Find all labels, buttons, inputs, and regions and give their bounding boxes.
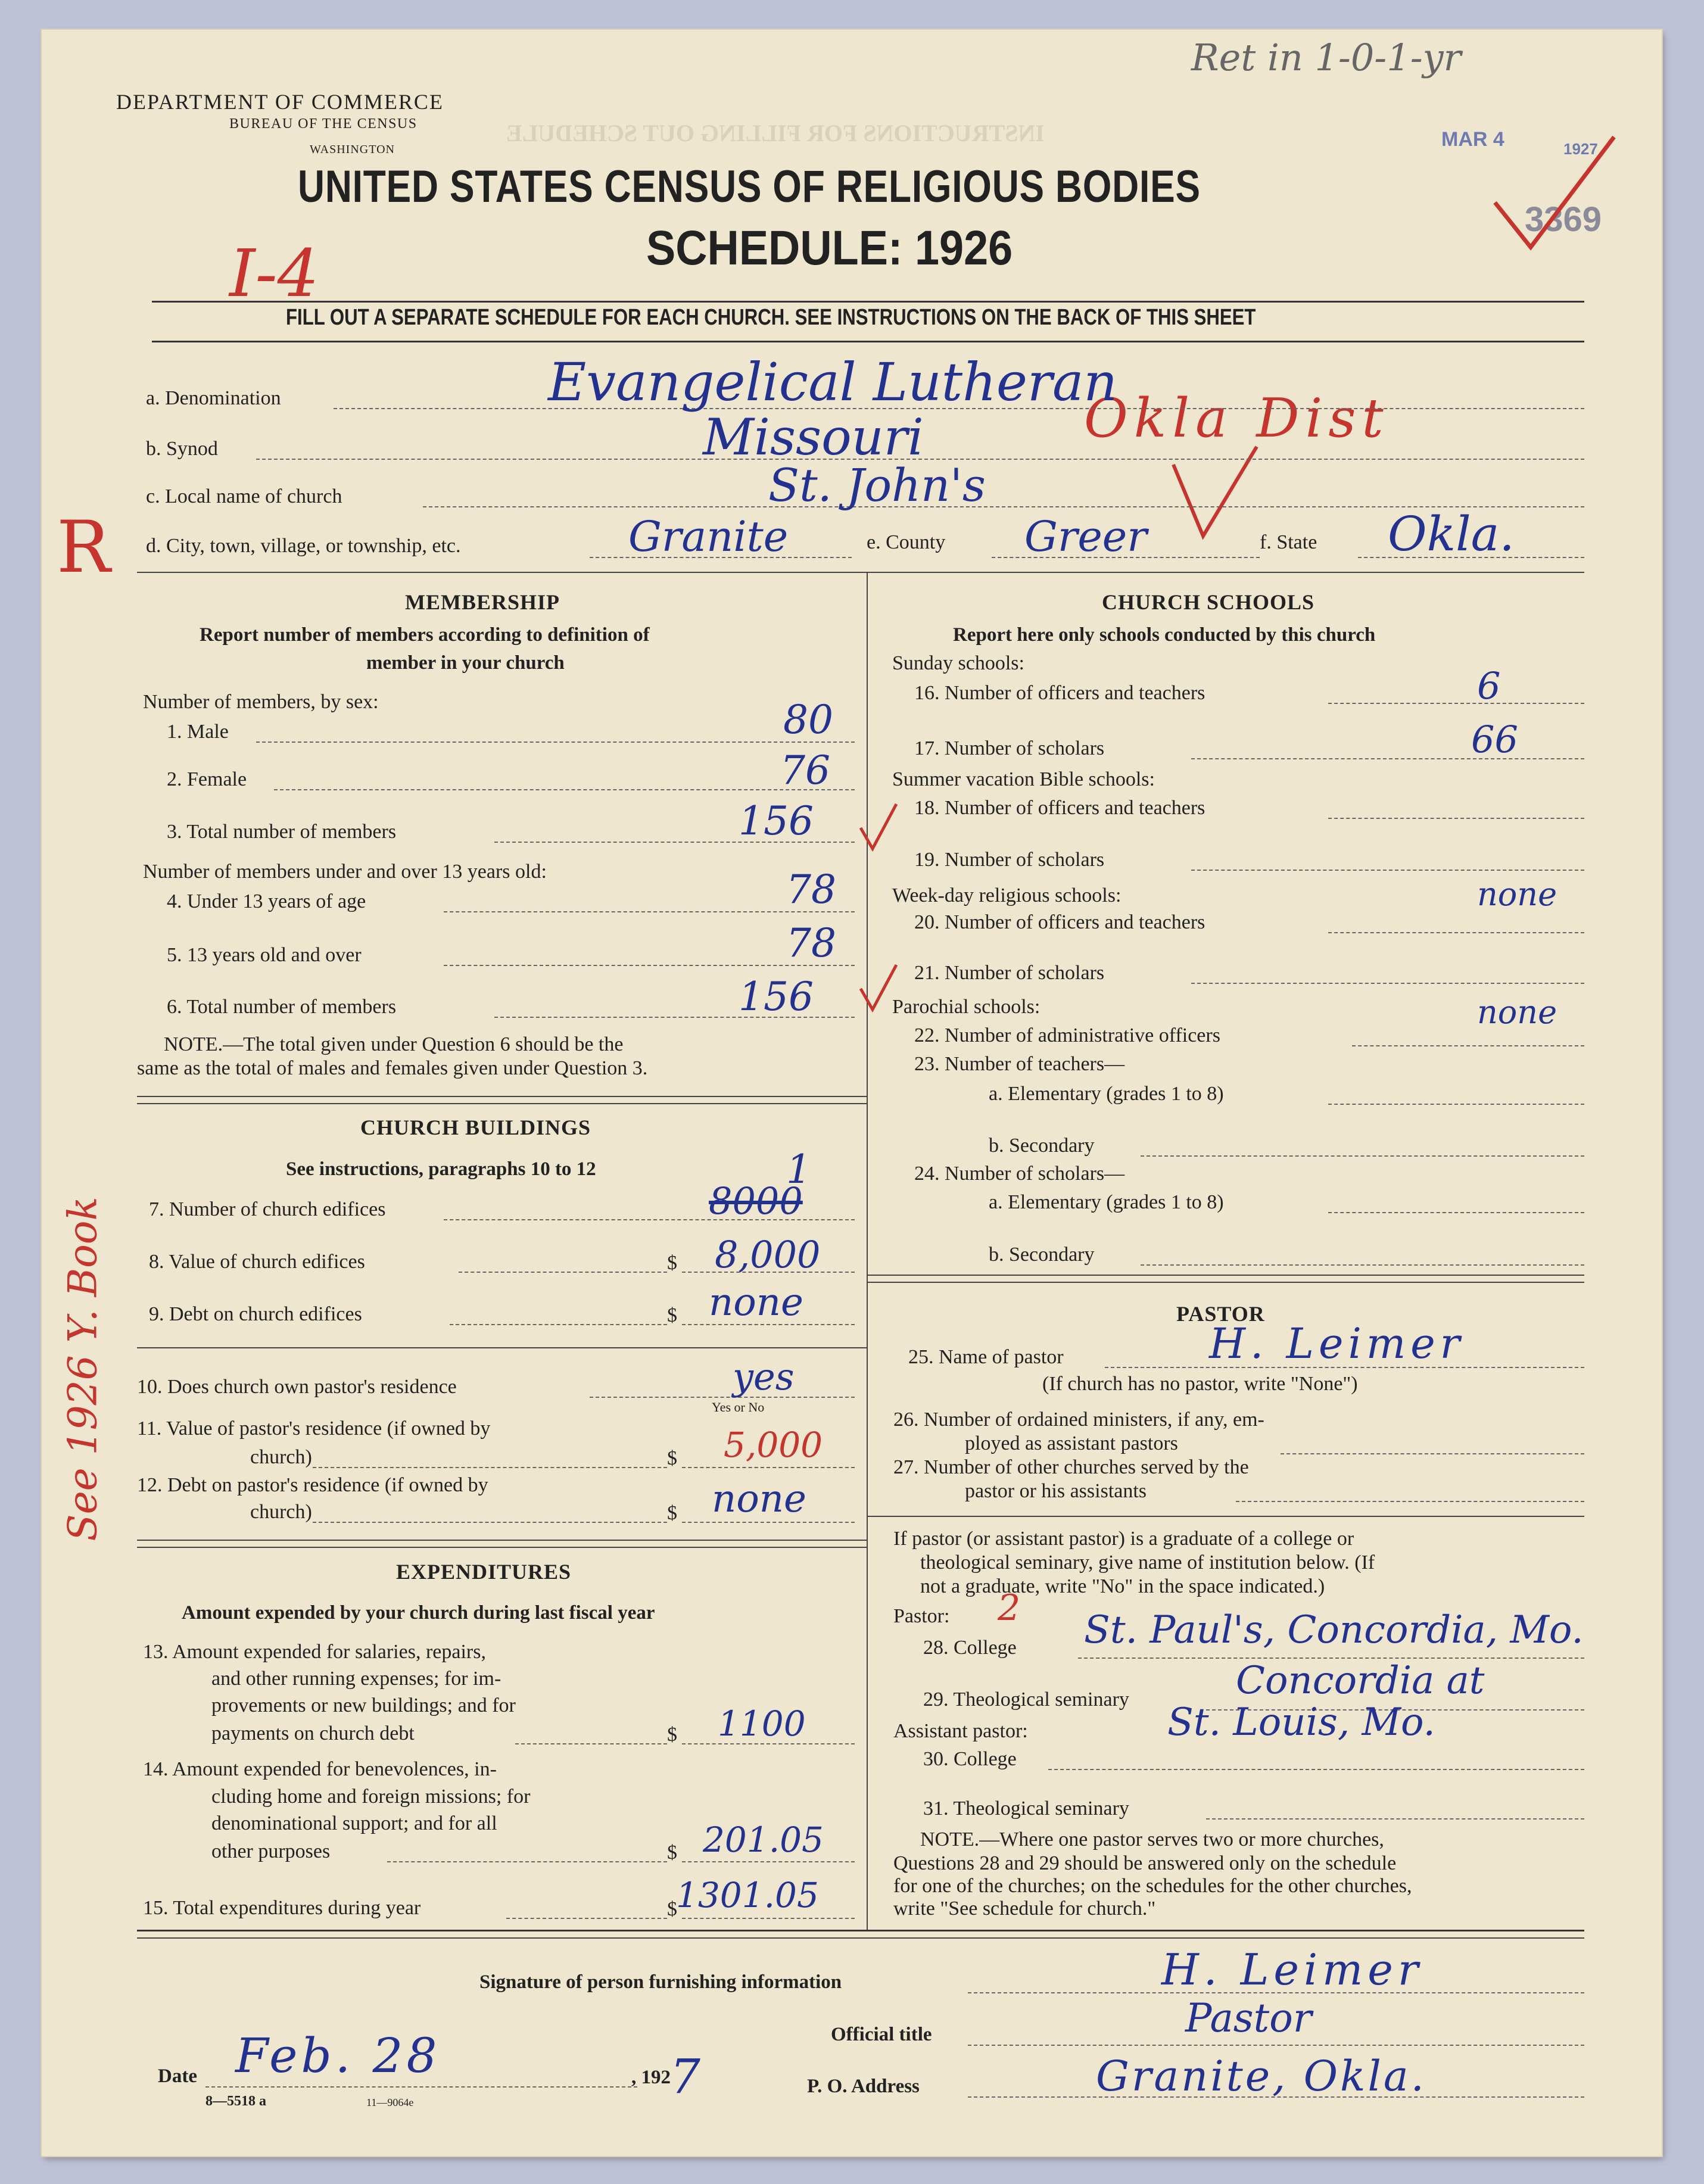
q12-label-line2: church) bbox=[250, 1501, 312, 1523]
instruction-bar: FILL OUT A SEPARATE SCHEDULE FOR EACH CHURCH. SEE INSTRUCTIONS ON THE BACK OF THIS SHEET bbox=[286, 305, 1256, 330]
graduate-divider bbox=[867, 1516, 1584, 1517]
q26-line bbox=[1281, 1453, 1584, 1454]
yes-or-no-hint: Yes or No bbox=[712, 1400, 765, 1415]
q20-line bbox=[1328, 932, 1584, 933]
church-name-value[interactable]: St. John's bbox=[768, 459, 986, 512]
q27-label-line2: pastor or his assistants bbox=[965, 1480, 1147, 1502]
q14-label-line2: cluding home and foreign missions; for bbox=[211, 1786, 531, 1808]
q8-dollar: $ bbox=[667, 1252, 677, 1274]
q1-label: 1. Male bbox=[167, 721, 229, 743]
q10-label: 10. Does church own pastor's residence bbox=[137, 1376, 457, 1398]
q13-value[interactable]: 1100 bbox=[718, 1703, 806, 1744]
footer-rule-second bbox=[137, 1937, 1584, 1939]
census-schedule-page bbox=[42, 30, 1662, 2156]
q18-label: 18. Number of officers and teachers bbox=[914, 797, 1205, 819]
schools-heading: CHURCH SCHOOLS bbox=[1102, 590, 1315, 614]
q30-line bbox=[1048, 1769, 1584, 1770]
q8-label: 8. Value of church edifices bbox=[149, 1251, 365, 1273]
year-digit-value[interactable]: 7 bbox=[670, 2049, 700, 2104]
graduate-instr-2: theological seminary, give name of institution below. (If bbox=[920, 1551, 1375, 1574]
footer-rule-top bbox=[137, 1930, 1584, 1931]
synod-value[interactable]: Missouri bbox=[703, 408, 924, 466]
pastor-heading: PASTOR bbox=[1176, 1302, 1265, 1326]
q29-value-line2[interactable]: St. Louis, Mo. bbox=[1167, 1700, 1435, 1744]
q23b-line bbox=[1141, 1155, 1584, 1157]
q24b-label: b. Secondary bbox=[989, 1244, 1095, 1266]
pastor-note-4: write "See schedule for church." bbox=[893, 1898, 1156, 1920]
q6-value[interactable]: 156 bbox=[739, 974, 814, 1020]
q12-value[interactable]: none bbox=[712, 1477, 806, 1521]
received-stamp-date: MAR 4 bbox=[1441, 128, 1504, 151]
q4-value[interactable]: 78 bbox=[786, 867, 836, 912]
city-label: WASHINGTON bbox=[310, 143, 395, 156]
q25-value[interactable]: H. Leimer bbox=[1209, 1319, 1465, 1368]
q27-label-line1: 27. Number of other churches served by the bbox=[893, 1456, 1249, 1478]
date-line bbox=[205, 2086, 637, 2088]
q22-line bbox=[1352, 1045, 1584, 1046]
q14-label-line4: other purposes bbox=[211, 1840, 331, 1862]
pastor-note-2: Questions 28 and 29 should be answered only on the schedule bbox=[893, 1852, 1397, 1874]
annotation-side-note: See 1926 Y. Book bbox=[60, 1197, 106, 1541]
po-address-label: P. O. Address bbox=[807, 2076, 920, 2097]
q25-label: 25. Name of pastor bbox=[908, 1346, 1064, 1368]
q11-label-line2: church) bbox=[250, 1446, 312, 1468]
q12-line bbox=[313, 1522, 667, 1523]
annotation-district: Okla Dist bbox=[1084, 387, 1390, 450]
q23-label: 23. Number of teachers— bbox=[914, 1053, 1125, 1075]
q12-value-line bbox=[682, 1522, 855, 1523]
schools-intro: Report here only schools conducted by this church bbox=[953, 624, 1376, 646]
q24-label: 24. Number of scholars— bbox=[914, 1163, 1125, 1185]
q13-label-line1: 13. Amount expended for salaries, repairs, bbox=[143, 1641, 486, 1663]
q3-value[interactable]: 156 bbox=[739, 798, 814, 844]
q5-value[interactable]: 78 bbox=[786, 920, 836, 966]
q15-value[interactable]: 1301.05 bbox=[676, 1875, 819, 1915]
q6-label: 6. Total number of members bbox=[167, 996, 397, 1018]
q17-line bbox=[1191, 758, 1584, 759]
summer-schools-label: Summer vacation Bible schools: bbox=[892, 768, 1155, 790]
parochial-schools-value[interactable]: none bbox=[1477, 993, 1557, 1031]
q2-line bbox=[274, 789, 855, 790]
red-check-mark-county bbox=[1167, 441, 1263, 542]
q23a-line bbox=[1328, 1104, 1584, 1105]
q12-dollar: $ bbox=[667, 1502, 677, 1524]
po-address-value[interactable]: Granite, Okla. bbox=[1096, 2052, 1426, 2101]
official-title-label: Official title bbox=[831, 2024, 932, 2045]
q13-label-line3: provements or new buildings; and for bbox=[211, 1694, 516, 1716]
church-name-label: c. Local name of church bbox=[146, 485, 342, 507]
q2-label: 2. Female bbox=[167, 768, 247, 790]
q23a-label: a. Elementary (grades 1 to 8) bbox=[989, 1083, 1224, 1105]
q19-line bbox=[1191, 870, 1584, 871]
q9-value[interactable]: none bbox=[709, 1281, 803, 1325]
membership-intro-1: Report number of members according to definition of bbox=[200, 624, 650, 646]
q13-label-line4: payments on church debt bbox=[211, 1722, 415, 1744]
assistant-pastor-subheading: Assistant pastor: bbox=[893, 1720, 1028, 1742]
q28-label: 28. College bbox=[923, 1637, 1017, 1659]
signature-value[interactable]: H. Leimer bbox=[1161, 1945, 1423, 1995]
pastor-divider-2 bbox=[867, 1282, 1584, 1283]
q9-line bbox=[450, 1324, 667, 1325]
q7-crossed-value: 8000 bbox=[709, 1179, 803, 1223]
q8-line bbox=[459, 1272, 667, 1273]
members-by-age-label: Number of members under and over 13 years old: bbox=[143, 861, 547, 883]
q10-value[interactable]: yes bbox=[733, 1355, 795, 1398]
sunday-schools-label: Sunday schools: bbox=[892, 652, 1024, 674]
q2-value[interactable]: 76 bbox=[780, 747, 830, 793]
buildings-divider bbox=[137, 1096, 867, 1097]
buildings-heading: CHURCH BUILDINGS bbox=[360, 1116, 591, 1139]
q9-dollar: $ bbox=[667, 1304, 677, 1326]
q22-label: 22. Number of administrative officers bbox=[914, 1024, 1220, 1046]
q15-line bbox=[506, 1918, 667, 1919]
q12-label-line1: 12. Debt on pastor's residence (if owned by bbox=[137, 1474, 488, 1496]
q21-line bbox=[1191, 983, 1584, 984]
buildings-intro: See instructions, paragraphs 10 to 12 bbox=[286, 1158, 596, 1180]
received-stamp-number: 3369 bbox=[1525, 200, 1602, 239]
state-label: f. State bbox=[1260, 531, 1317, 553]
q10-line bbox=[590, 1397, 855, 1398]
official-title-line bbox=[968, 2045, 1584, 2046]
city-field-label: d. City, town, village, or township, etc. bbox=[146, 535, 461, 557]
q7-value[interactable]: 1 bbox=[786, 1146, 811, 1192]
q15-dollar: $ bbox=[667, 1898, 677, 1920]
form-schedule: SCHEDULE: 1926 bbox=[646, 221, 1013, 275]
q17-label: 17. Number of scholars bbox=[914, 737, 1105, 759]
buildings-divider-2 bbox=[137, 1103, 867, 1104]
q19-label: 19. Number of scholars bbox=[914, 849, 1105, 871]
q26-label-line2: ployed as assistant pastors bbox=[965, 1432, 1178, 1454]
q31-label: 31. Theological seminary bbox=[923, 1797, 1129, 1820]
form-number-2: 11—9064e bbox=[366, 2096, 414, 2108]
q11-label-line1: 11. Value of pastor's residence (if owned by bbox=[137, 1417, 491, 1440]
q1-value[interactable]: 80 bbox=[783, 697, 833, 743]
q11-value-line bbox=[682, 1467, 855, 1468]
received-stamp-year: 1927 bbox=[1563, 140, 1598, 158]
year-prefix: , 192 bbox=[631, 2067, 671, 2088]
q31-line bbox=[1206, 1818, 1584, 1820]
q20-label: 20. Number of officers and teachers bbox=[914, 911, 1205, 933]
date-value[interactable]: Feb. 28 bbox=[235, 2028, 441, 2083]
q14-label-line1: 14. Amount expended for benevolences, in- bbox=[143, 1758, 497, 1780]
membership-heading: MEMBERSHIP bbox=[405, 590, 560, 614]
section-divider-top bbox=[137, 572, 1584, 573]
membership-intro-2: member in your church bbox=[366, 652, 565, 674]
pastor-subheading: Pastor: bbox=[893, 1605, 950, 1627]
q16-line bbox=[1328, 703, 1584, 704]
q1-line bbox=[256, 741, 855, 743]
q13-line bbox=[515, 1743, 667, 1744]
instruction-rule-top bbox=[152, 301, 1584, 303]
q14-line bbox=[387, 1861, 667, 1862]
q9-label: 9. Debt on church edifices bbox=[149, 1303, 362, 1325]
expenditures-divider bbox=[137, 1540, 867, 1541]
annotation-top-right: Ret in 1-0-1-yr bbox=[1191, 36, 1462, 79]
q11-dollar: $ bbox=[667, 1447, 677, 1469]
county-label: e. County bbox=[867, 531, 946, 553]
pastor-divider bbox=[867, 1275, 1584, 1276]
q24b-line bbox=[1141, 1264, 1584, 1266]
q11-value[interactable]: 5,000 bbox=[724, 1425, 823, 1465]
q15-label: 15. Total expenditures during year bbox=[143, 1897, 421, 1919]
county-value[interactable]: Greer bbox=[1024, 512, 1147, 561]
weekday-schools-value[interactable]: none bbox=[1477, 876, 1557, 913]
q23b-label: b. Secondary bbox=[989, 1135, 1095, 1157]
q14-value-line bbox=[682, 1861, 855, 1862]
q7-label: 7. Number of church edifices bbox=[149, 1198, 386, 1220]
q24a-label: a. Elementary (grades 1 to 8) bbox=[989, 1191, 1224, 1213]
instruction-rule-bottom bbox=[152, 341, 1584, 342]
expenditures-divider-2 bbox=[137, 1547, 867, 1548]
q29-label: 29. Theological seminary bbox=[923, 1688, 1129, 1711]
red-check-mark bbox=[1489, 131, 1620, 256]
members-by-sex-label: Number of members, by sex: bbox=[143, 691, 379, 713]
expenditures-intro: Amount expended by your church during last fiscal year bbox=[182, 1602, 655, 1624]
state-value[interactable]: Okla. bbox=[1388, 506, 1515, 562]
form-number-1: 8—5518 a bbox=[205, 2093, 266, 2109]
weekday-schools-label: Week-day religious schools: bbox=[892, 884, 1122, 906]
q28-value[interactable]: St. Paul's, Concordia, Mo. bbox=[1084, 1608, 1584, 1652]
graduate-instr-3: not a graduate, write "No" in the space indicated.) bbox=[920, 1575, 1325, 1597]
date-label: Date bbox=[158, 2065, 197, 2087]
q17-value[interactable]: 66 bbox=[1471, 718, 1518, 761]
membership-note-2: same as the total of males and females given under Question 3. bbox=[137, 1057, 648, 1079]
column-divider bbox=[867, 572, 868, 1930]
q14-label-line3: denominational support; and for all bbox=[211, 1812, 497, 1834]
red-check-mark-total bbox=[858, 962, 899, 1015]
form-title: UNITED STATES CENSUS OF RELIGIOUS BODIES bbox=[298, 161, 1201, 212]
q27-line bbox=[1236, 1501, 1584, 1502]
department-label: DEPARTMENT OF COMMERCE bbox=[116, 90, 444, 114]
pastor-count-annotation: 2 bbox=[998, 1587, 1021, 1629]
q25-note: (If church has no pastor, write "None") bbox=[1042, 1373, 1358, 1395]
denomination-value[interactable]: Evangelical Lutheran bbox=[548, 351, 1118, 413]
q14-dollar: $ bbox=[667, 1842, 677, 1864]
q14-value[interactable]: 201.05 bbox=[703, 1820, 824, 1860]
q26-label-line1: 26. Number of ordained ministers, if any, em- bbox=[893, 1409, 1264, 1431]
graduate-instr-1: If pastor (or assistant pastor) is a graduate of a college or bbox=[893, 1528, 1354, 1550]
signature-label: Signature of person furnishing information bbox=[479, 1971, 842, 1993]
expenditures-heading: EXPENDITURES bbox=[396, 1560, 572, 1584]
q13-dollar: $ bbox=[667, 1724, 677, 1746]
q15-value-line bbox=[682, 1918, 855, 1919]
q18-line bbox=[1328, 818, 1584, 819]
q13-label-line2: and other running expenses; for im- bbox=[211, 1668, 501, 1690]
pastor-note-1: NOTE.—Where one pastor serves two or more churches, bbox=[920, 1828, 1384, 1850]
q24a-line bbox=[1328, 1212, 1584, 1213]
q3-label: 3. Total number of members bbox=[167, 821, 397, 843]
q16-label: 16. Number of officers and teachers bbox=[914, 682, 1205, 704]
q5-label: 5. 13 years old and over bbox=[167, 944, 362, 966]
pastor-note-3: for one of the churches; on the schedules for the other churches, bbox=[893, 1875, 1412, 1897]
membership-note-1: NOTE.—The total given under Question 6 should be the bbox=[164, 1033, 624, 1055]
city-value[interactable]: Granite bbox=[628, 512, 789, 561]
buildings-inner-divider bbox=[137, 1347, 867, 1348]
q30-label: 30. College bbox=[923, 1748, 1017, 1770]
q11-line bbox=[313, 1467, 667, 1468]
annotation-top-left-mark: I-4 bbox=[229, 235, 319, 311]
official-title-value[interactable]: Pastor bbox=[1185, 1995, 1312, 2041]
bureau-label: BUREAU OF THE CENSUS bbox=[229, 116, 418, 132]
q21-label: 21. Number of scholars bbox=[914, 962, 1105, 984]
red-check-mark-members bbox=[858, 801, 899, 855]
synod-label: b. Synod bbox=[146, 438, 218, 460]
q4-label: 4. Under 13 years of age bbox=[167, 890, 366, 912]
q8-value[interactable]: 8,000 bbox=[715, 1233, 821, 1276]
annotation-r-mark: R bbox=[57, 506, 111, 589]
denomination-label: a. Denomination bbox=[146, 387, 281, 409]
q16-value[interactable]: 6 bbox=[1477, 664, 1501, 708]
parochial-schools-label: Parochial schools: bbox=[892, 996, 1041, 1018]
q29-value-line1[interactable]: Concordia at bbox=[1236, 1659, 1485, 1703]
